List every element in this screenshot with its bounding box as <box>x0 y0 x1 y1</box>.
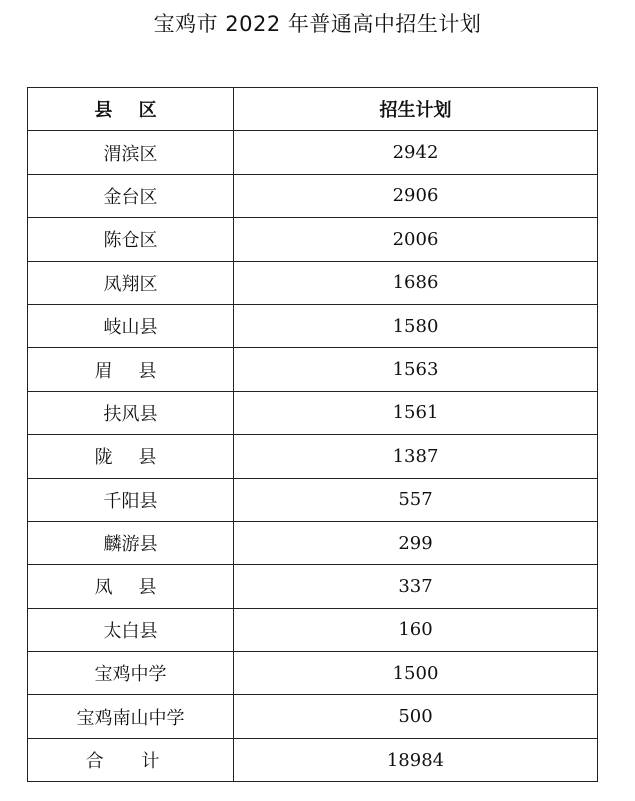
county-cell: 陇 县 <box>28 435 234 478</box>
table-row <box>28 391 598 434</box>
county-cell: 太白县 <box>28 608 234 651</box>
county-cell: 陈仓区 <box>28 218 234 261</box>
table-row <box>28 608 598 651</box>
county-cell: 眉 县 <box>28 348 234 391</box>
plan-cell: 1686 <box>234 261 598 304</box>
county-cell: 千阳县 <box>28 478 234 521</box>
table-row <box>28 131 598 174</box>
plan-cell: 2942 <box>234 131 598 174</box>
column-header-county: 县 区 <box>28 88 234 131</box>
table-header-row <box>28 88 598 131</box>
plan-cell: 557 <box>234 478 598 521</box>
table-row <box>28 218 598 261</box>
table-row <box>28 304 598 347</box>
county-cell: 宝鸡南山中学 <box>28 695 234 738</box>
plan-cell: 2006 <box>234 218 598 261</box>
county-cell: 凤翔区 <box>28 261 234 304</box>
plan-cell: 1561 <box>234 391 598 434</box>
table-row <box>28 652 598 695</box>
plan-cell: 1580 <box>234 304 598 347</box>
county-cell: 麟游县 <box>28 521 234 564</box>
county-cell: 宝鸡中学 <box>28 652 234 695</box>
plan-cell: 2906 <box>234 174 598 217</box>
county-cell: 渭滨区 <box>28 131 234 174</box>
plan-cell: 160 <box>234 608 598 651</box>
plan-cell: 1563 <box>234 348 598 391</box>
plan-cell: 500 <box>234 695 598 738</box>
column-header-plan: 招生计划 <box>234 88 598 131</box>
table-row <box>28 261 598 304</box>
plan-cell: 337 <box>234 565 598 608</box>
enrollment-plan-table <box>27 87 598 782</box>
table-row <box>28 174 598 217</box>
page-title: 宝鸡市 2022 年普通高中招生计划 <box>153 12 482 36</box>
table-row <box>28 521 598 564</box>
county-cell: 扶风县 <box>28 391 234 434</box>
county-cell: 金台区 <box>28 174 234 217</box>
table-row <box>28 478 598 521</box>
table-row <box>28 695 598 738</box>
county-cell: 凤 县 <box>28 565 234 608</box>
county-cell: 岐山县 <box>28 304 234 347</box>
plan-cell: 299 <box>234 521 598 564</box>
plan-cell: 1500 <box>234 652 598 695</box>
plan-cell: 1387 <box>234 435 598 478</box>
table-row <box>28 435 598 478</box>
table-row-total <box>28 738 598 781</box>
total-value-cell: 18984 <box>234 738 598 781</box>
table-row <box>28 348 598 391</box>
total-label-cell: 合 计 <box>28 738 234 781</box>
table-row <box>28 565 598 608</box>
